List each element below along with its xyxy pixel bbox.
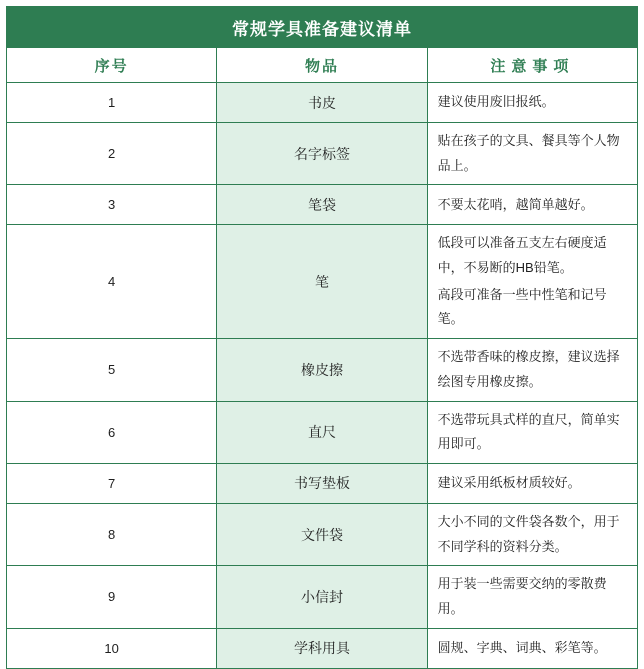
- school-supplies-table: [6, 6, 638, 669]
- row-notes: [427, 463, 637, 503]
- row-index: 5: [7, 339, 217, 401]
- row-index: 10: [7, 628, 217, 668]
- row-notes-line: 圆规、字典、词典、彩笔等。: [437, 639, 607, 655]
- table-row: [7, 123, 638, 185]
- row-notes: [427, 339, 637, 401]
- row-index: 4: [7, 225, 217, 339]
- column-header-item: 物品: [217, 48, 427, 83]
- row-notes: [427, 123, 637, 185]
- row-index: 8: [7, 503, 217, 565]
- row-index: 7: [7, 463, 217, 503]
- row-notes-line: 不选带香味的橡皮擦，建议选择绘图专用橡皮擦。: [437, 349, 620, 389]
- row-notes-line: 贴在孩子的文具、餐具等个人物品上。: [437, 133, 620, 173]
- row-item: 学科用具: [217, 628, 427, 668]
- row-notes-line: 大小不同的文件袋各数个，用于不同学科的资料分类。: [437, 513, 620, 554]
- table-row: [7, 185, 638, 225]
- table-row: [7, 503, 638, 565]
- page-title: 常规学具准备建议清单: [7, 7, 638, 48]
- row-notes-line: 低段可以准备五支左右硬度适中，不易断的HB铅笔。: [437, 235, 607, 276]
- table-header-row: [7, 48, 638, 83]
- row-notes: [427, 83, 637, 123]
- table-title-row: [7, 7, 638, 48]
- row-notes: [427, 185, 637, 225]
- row-item: 直尺: [217, 401, 427, 463]
- row-item: 小信封: [217, 566, 427, 628]
- row-item: 橡皮擦: [217, 339, 427, 401]
- row-notes: [427, 225, 637, 339]
- table-row: [7, 339, 638, 401]
- column-header-notes: 注意事项: [427, 48, 637, 83]
- row-index: 3: [7, 185, 217, 225]
- row-notes-line: 用于装一些需要交纳的零散费用。: [437, 576, 607, 616]
- row-item: 笔袋: [217, 185, 427, 225]
- row-notes: [427, 566, 637, 628]
- row-index: 1: [7, 83, 217, 123]
- table-row: [7, 628, 638, 668]
- row-item: 书皮: [217, 83, 427, 123]
- table-row: [7, 566, 638, 628]
- row-item: 文件袋: [217, 503, 427, 565]
- row-notes: [427, 503, 637, 565]
- table-row: [7, 225, 638, 339]
- row-item: 书写垫板: [217, 463, 427, 503]
- row-index: 2: [7, 123, 217, 185]
- row-notes-line: 不选带玩具式样的直尺，简单实用即可。: [437, 411, 620, 452]
- table-row: [7, 463, 638, 503]
- row-notes-line: 建议使用废旧报纸。: [437, 94, 555, 110]
- row-item: 名字标签: [217, 123, 427, 185]
- column-header-index: 序号: [7, 48, 217, 83]
- table-row: [7, 83, 638, 123]
- row-item: 笔: [217, 225, 427, 339]
- table-row: [7, 401, 638, 463]
- row-index: 6: [7, 401, 217, 463]
- row-notes: [427, 401, 637, 463]
- row-notes: [427, 628, 637, 668]
- row-notes-line: 高段可准备一些中性笔和记号笔。: [437, 286, 607, 327]
- row-index: 9: [7, 566, 217, 628]
- row-notes-line: 建议采用纸板材质较好。: [437, 475, 581, 491]
- row-notes-line: 不要太花哨，越简单越好。: [437, 196, 594, 212]
